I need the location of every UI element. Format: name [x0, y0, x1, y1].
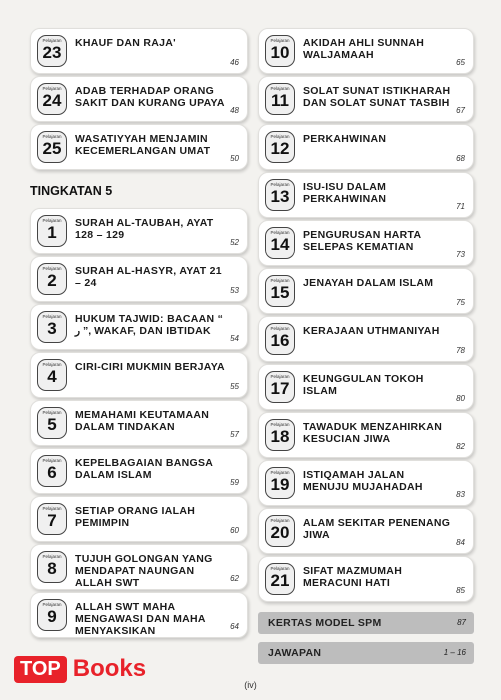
section-bar-page: 1 – 16 — [443, 648, 466, 657]
lesson-number: 10 — [270, 43, 290, 62]
lesson-card[interactable] — [258, 268, 474, 314]
lesson-number: 16 — [270, 331, 290, 350]
lesson-title: KEPELBAGAIAN BANGSA DALAM ISLAM — [75, 457, 213, 481]
section-bar-page: 87 — [457, 618, 466, 627]
lesson-title: ADAB TERHADAP ORANG SAKIT DAN KURANG UPAYA — [75, 85, 225, 109]
lesson-badge — [265, 371, 295, 403]
lesson-number: 20 — [270, 523, 290, 542]
lesson-page: 83 — [456, 490, 465, 499]
lesson-badge-label: Pelajaran — [270, 518, 290, 523]
lesson-number: 23 — [42, 43, 62, 62]
lesson-title: PENGURUSAN HARTA SELEPAS KEMATIAN — [303, 229, 421, 253]
lesson-card[interactable] — [258, 172, 474, 218]
lesson-badge — [37, 311, 67, 343]
lesson-number: 7 — [47, 511, 57, 530]
lesson-badge-label: Pelajaran — [270, 86, 290, 91]
lesson-badge — [37, 599, 67, 631]
lesson-page: 57 — [230, 430, 239, 439]
lesson-card[interactable] — [30, 352, 248, 398]
lesson-card[interactable] — [30, 592, 248, 638]
lesson-number: 19 — [270, 475, 290, 494]
lesson-page: 68 — [456, 154, 465, 163]
lesson-badge — [37, 83, 67, 115]
lesson-title: PERKAHWINAN — [303, 133, 387, 145]
lesson-card[interactable] — [258, 124, 474, 170]
lesson-card[interactable] — [30, 496, 248, 542]
lesson-badge-label: Pelajaran — [270, 374, 290, 379]
lesson-badge — [265, 179, 295, 211]
brand-top: TOP — [14, 656, 67, 683]
lesson-number: 21 — [270, 571, 290, 590]
left-top-list — [30, 28, 248, 170]
right-list — [258, 28, 474, 602]
lesson-title: KEUNGGULAN TOKOH ISLAM — [303, 373, 424, 397]
lesson-number: 6 — [47, 463, 57, 482]
lesson-badge-label: Pelajaran — [42, 506, 62, 511]
section-bar-title: JAWAPAN — [268, 647, 322, 659]
lesson-page: 71 — [456, 202, 465, 211]
lesson-badge — [37, 131, 67, 163]
lesson-badge — [265, 323, 295, 355]
lesson-title: ISTIQAMAH JALAN MENUJU MUJAHADAH — [303, 469, 423, 493]
lesson-number: 13 — [270, 187, 290, 206]
lesson-badge-label: Pelajaran — [270, 230, 290, 235]
lesson-page: 53 — [230, 286, 239, 295]
lesson-title: AKIDAH AHLI SUNNAH WALJAMAAH — [303, 37, 425, 61]
lesson-title: SOLAT SUNAT ISTIKHARAH DAN SOLAT SUNAT TASBIH — [303, 85, 451, 109]
left-column — [30, 28, 248, 640]
lesson-number: 25 — [42, 139, 62, 158]
lesson-title: SURAH AL-TAUBAH, AYAT 128 – 129 — [75, 217, 214, 241]
lesson-card[interactable] — [258, 316, 474, 362]
lesson-page: 75 — [456, 298, 465, 307]
lesson-badge-label: Pelajaran — [42, 362, 62, 367]
lesson-number: 1 — [47, 223, 57, 242]
lesson-badge-label: Pelajaran — [270, 278, 290, 283]
lesson-number: 24 — [42, 91, 62, 110]
lesson-title: CIRI-CIRI MUKMIN BERJAYA — [75, 361, 225, 373]
brand-logo — [14, 652, 146, 686]
lesson-card[interactable] — [258, 412, 474, 458]
lesson-badge — [37, 35, 67, 67]
section-bar-title: KERTAS MODEL SPM — [268, 617, 382, 629]
lesson-card[interactable] — [30, 400, 248, 446]
lesson-number: 12 — [270, 139, 290, 158]
lesson-badge-label: Pelajaran — [42, 410, 62, 415]
lesson-title: ISU-ISU DALAM PERKAHWINAN — [303, 181, 387, 205]
lesson-title: KERAJAAN UTHMANIYAH — [303, 325, 440, 337]
lesson-badge — [37, 215, 67, 247]
lesson-title: TUJUH GOLONGAN YANG MENDAPAT NAUNGAN ALLAH SWT — [75, 553, 213, 589]
lesson-title: SURAH AL-HASYR, AYAT 21 – 24 — [75, 265, 222, 289]
section-bar[interactable] — [258, 642, 474, 664]
lesson-title: KHAUF DAN RAJA' — [75, 37, 176, 49]
lesson-badge — [37, 407, 67, 439]
lesson-number: 17 — [270, 379, 290, 398]
lesson-card[interactable] — [30, 28, 248, 74]
lesson-title: ALAM SEKITAR PENENANG JIWA — [303, 517, 451, 541]
section-title: TINGKATAN 5 — [30, 184, 113, 198]
lesson-badge-label: Pelajaran — [270, 182, 290, 187]
lesson-badge-label: Pelajaran — [270, 134, 290, 139]
lesson-badge-label: Pelajaran — [270, 422, 290, 427]
lesson-card[interactable] — [30, 76, 248, 122]
lesson-title: HUKUM TAJWID: BACAAN “ ﺭ ”, WAKAF, DAN IBTIDAK — [75, 313, 224, 337]
lesson-page: 73 — [456, 250, 465, 259]
lesson-page: 46 — [230, 58, 239, 67]
lesson-page: 55 — [230, 382, 239, 391]
lesson-badge-label: Pelajaran — [270, 38, 290, 43]
lesson-card[interactable] — [30, 544, 248, 590]
lesson-badge — [37, 359, 67, 391]
lesson-title: MEMAHAMI KEUTAMAAN DALAM TINDAKAN — [75, 409, 210, 433]
lesson-title: SETIAP ORANG IALAH PEMIMPIN — [75, 505, 196, 529]
lesson-number: 2 — [47, 271, 57, 290]
lesson-page: 62 — [230, 574, 239, 583]
lesson-title: ALLAH SWT MAHA MENGAWASI DAN MAHA MENYAKSIKAN — [75, 601, 206, 637]
lesson-page: 82 — [456, 442, 465, 451]
lesson-card[interactable] — [30, 304, 248, 350]
lesson-card[interactable] — [258, 508, 474, 554]
lesson-page: 84 — [456, 538, 465, 547]
lesson-title: SIFAT MAZMUMAH MERACUNI HATI — [303, 565, 403, 589]
lesson-badge — [37, 551, 67, 583]
lesson-badge — [265, 515, 295, 547]
lesson-page: 78 — [456, 346, 465, 355]
lesson-number: 8 — [47, 559, 57, 578]
lesson-badge — [265, 563, 295, 595]
lesson-title: JENAYAH DALAM ISLAM — [303, 277, 434, 289]
lesson-card[interactable] — [30, 256, 248, 302]
lesson-number: 5 — [47, 415, 57, 434]
lesson-title: TAWADUK MENZAHIRKAN KESUCIAN JIWA — [303, 421, 443, 445]
lesson-number: 11 — [271, 91, 289, 110]
lesson-badge — [265, 35, 295, 67]
lesson-badge — [37, 263, 67, 295]
lesson-card[interactable] — [258, 76, 474, 122]
lesson-page: 50 — [230, 154, 239, 163]
lesson-badge — [265, 131, 295, 163]
lesson-badge — [265, 419, 295, 451]
lesson-card[interactable] — [258, 364, 474, 410]
lesson-page: 59 — [230, 478, 239, 487]
lesson-page: 52 — [230, 238, 239, 247]
lesson-badge-label: Pelajaran — [42, 86, 62, 91]
lesson-badge-label: Pelajaran — [42, 38, 62, 43]
left-bottom-list — [30, 208, 248, 638]
lesson-badge — [37, 503, 67, 535]
lesson-badge-label: Pelajaran — [270, 566, 290, 571]
lesson-badge-label: Pelajaran — [270, 326, 290, 331]
lesson-number: 15 — [270, 283, 290, 302]
lesson-page: 48 — [230, 106, 239, 115]
lesson-number: 14 — [270, 235, 290, 254]
lesson-badge-label: Pelajaran — [42, 266, 62, 271]
lesson-badge-label: Pelajaran — [42, 218, 62, 223]
lesson-page: 65 — [456, 58, 465, 67]
lesson-card[interactable] — [258, 556, 474, 602]
lesson-card[interactable] — [258, 460, 474, 506]
section-bar[interactable] — [258, 612, 474, 634]
lesson-page: 67 — [456, 106, 465, 115]
right-column — [258, 28, 474, 672]
lesson-badge — [265, 83, 295, 115]
lesson-page: 60 — [230, 526, 239, 535]
lesson-number: 4 — [47, 367, 57, 386]
lesson-badge-label: Pelajaran — [42, 314, 62, 319]
lesson-badge — [265, 275, 295, 307]
lesson-badge — [37, 455, 67, 487]
lesson-badge-label: Pelajaran — [42, 602, 62, 607]
lesson-page: 54 — [230, 334, 239, 343]
lesson-number: 18 — [270, 427, 290, 446]
lesson-card[interactable] — [30, 208, 248, 254]
lesson-badge — [265, 467, 295, 499]
brand-books: Books — [72, 655, 147, 682]
lesson-card[interactable] — [258, 28, 474, 74]
lesson-title: WASATIYYAH MENJAMIN KECEMERLANGAN UMAT — [75, 133, 211, 157]
lesson-badge-label: Pelajaran — [42, 134, 62, 139]
lesson-card[interactable] — [30, 124, 248, 170]
lesson-number: 3 — [47, 319, 57, 338]
page-number: (iv) — [244, 680, 257, 690]
lesson-badge-label: Pelajaran — [270, 470, 290, 475]
lesson-page: 80 — [456, 394, 465, 403]
lesson-badge-label: Pelajaran — [42, 554, 62, 559]
right-bars — [258, 612, 474, 664]
lesson-number: 9 — [47, 607, 57, 626]
lesson-page: 64 — [230, 622, 239, 631]
lesson-badge — [265, 227, 295, 259]
lesson-card[interactable] — [258, 220, 474, 266]
lesson-page: 85 — [456, 586, 465, 595]
lesson-card[interactable] — [30, 448, 248, 494]
lesson-badge-label: Pelajaran — [42, 458, 62, 463]
